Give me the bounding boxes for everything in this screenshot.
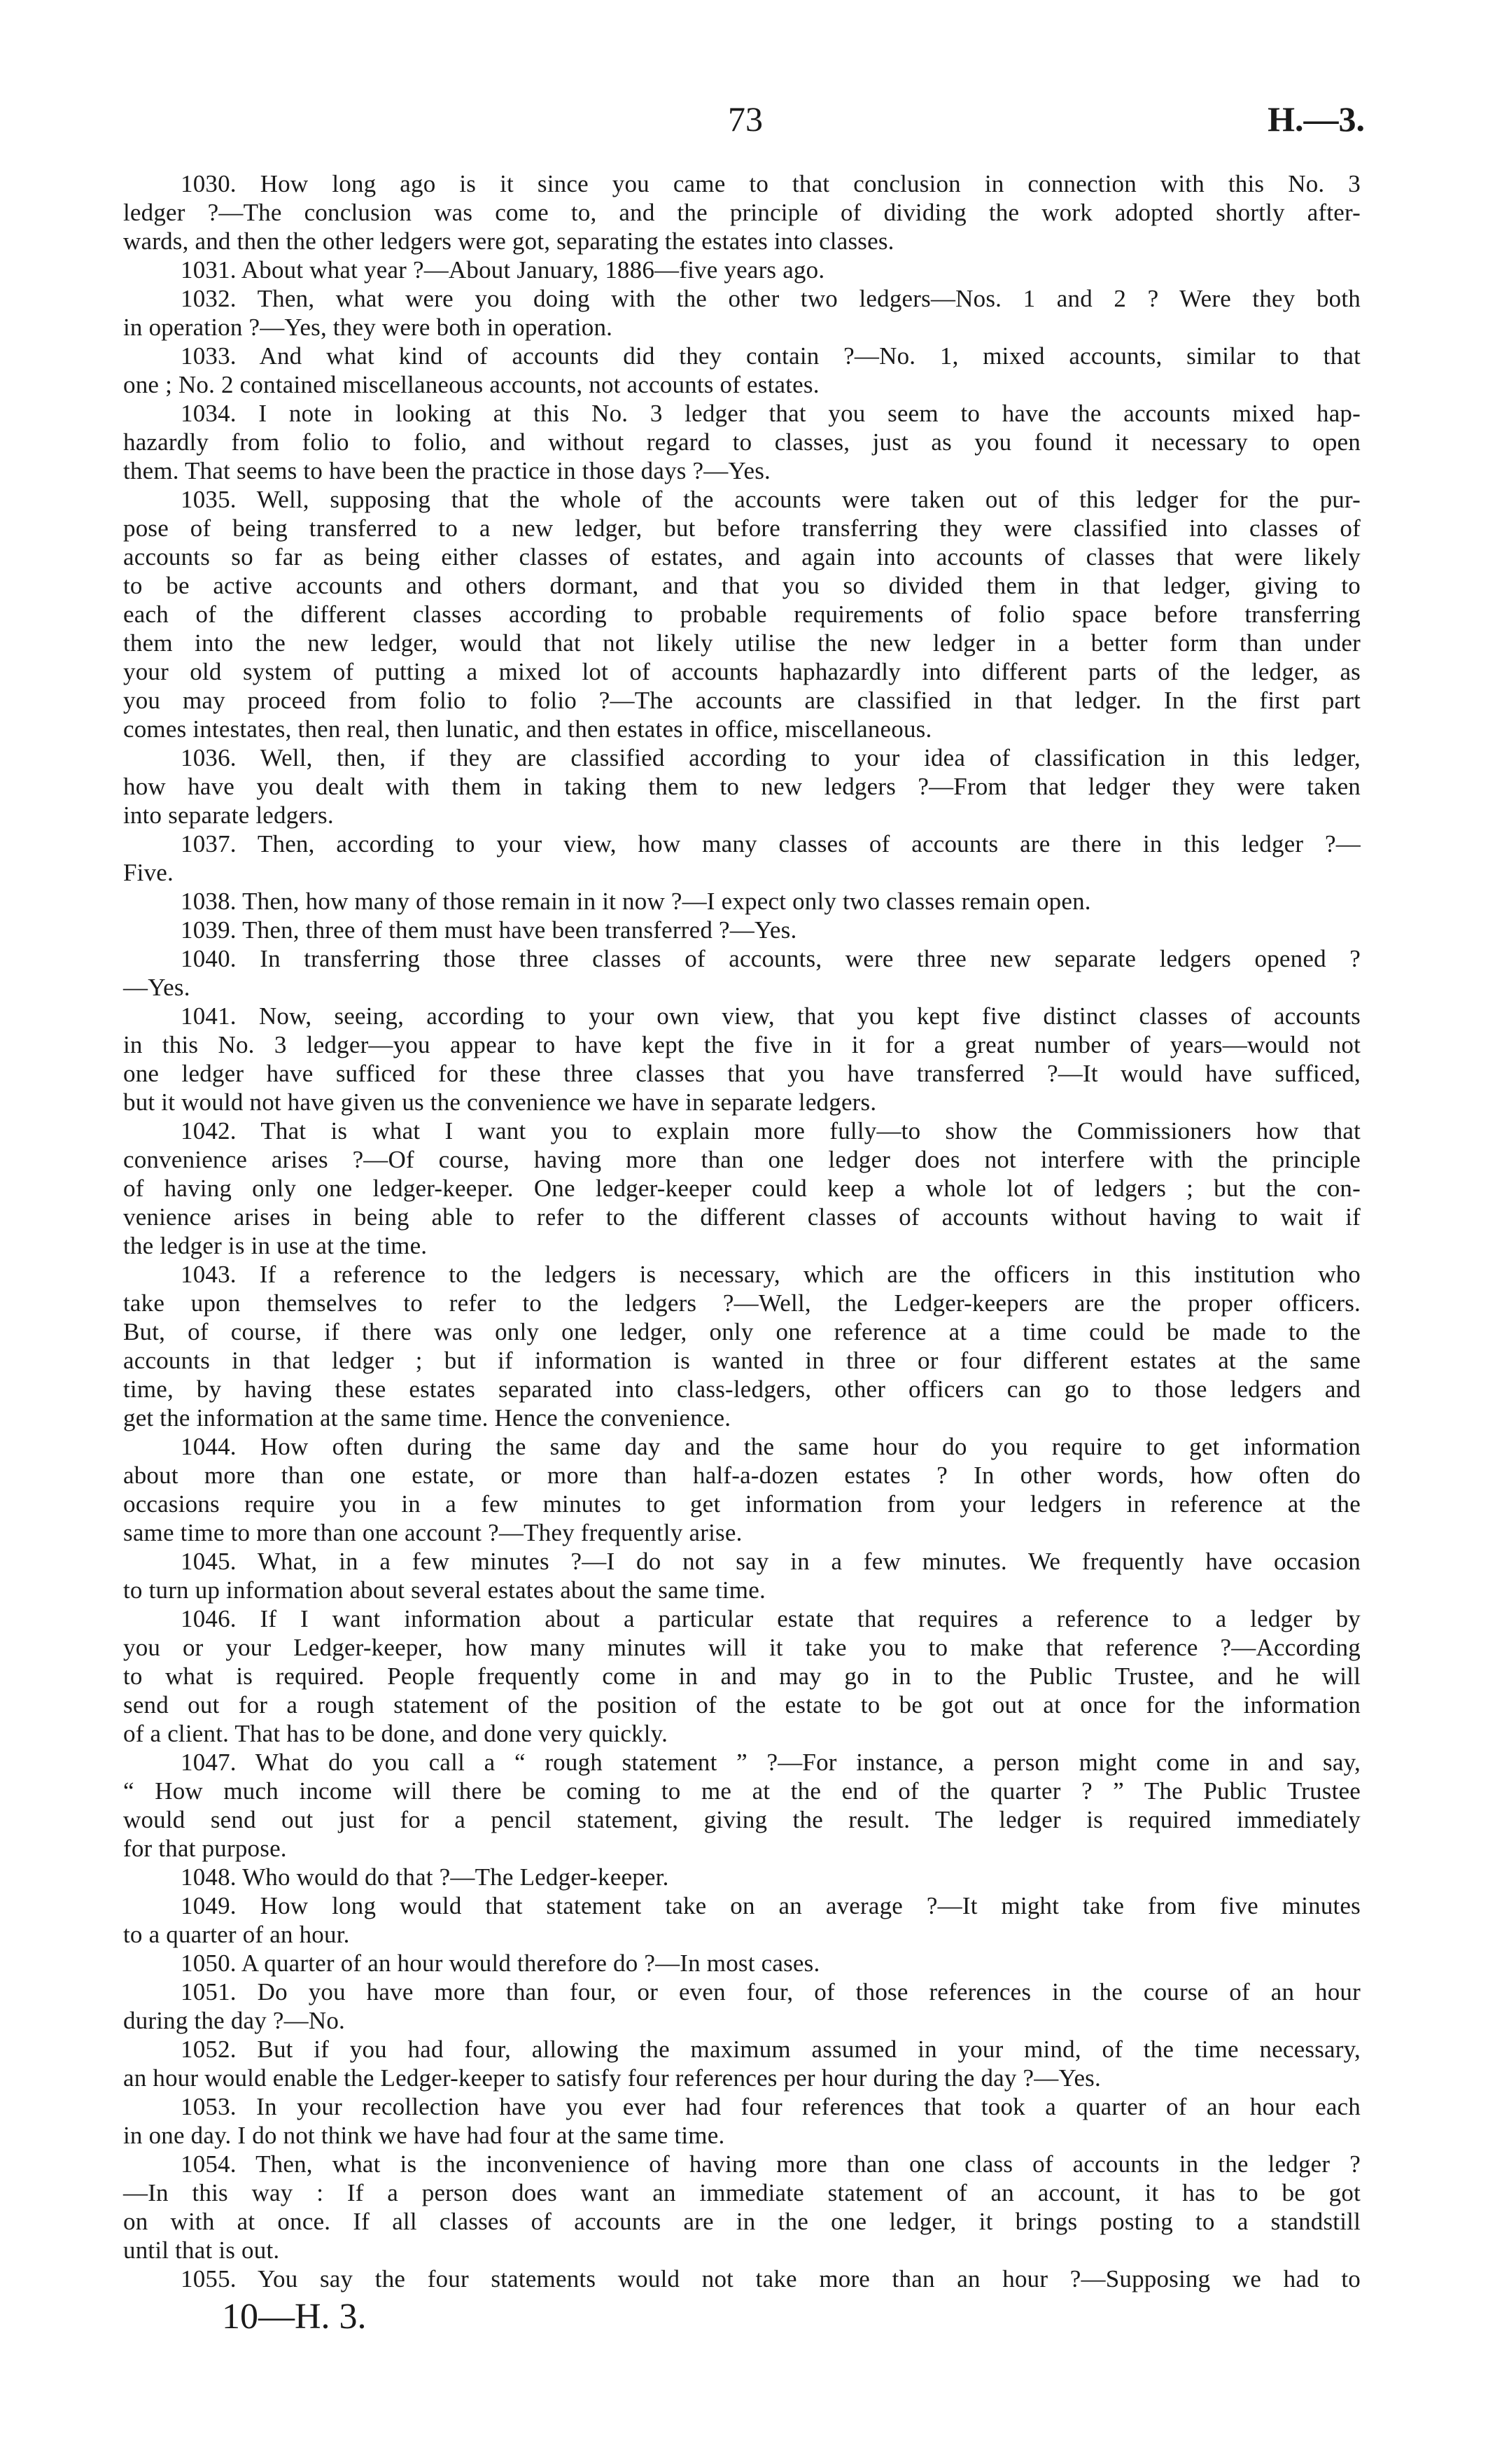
question-answer-paragraph (123, 830, 1361, 887)
text-line: to a quarter of an hour. (123, 1921, 350, 1948)
question-answer-paragraph (123, 485, 1361, 743)
text-line: 1034. I note in looking at this No. 3 ledger that you seem to have the accounts mixed hap- (181, 400, 1361, 427)
question-answer-paragraph (123, 342, 1361, 399)
text-line: 1038. Then, how many of those remain in it now ?—I expect only two classes remain open. (181, 888, 1091, 915)
question-answer-paragraph (123, 1863, 1361, 1891)
text-line: 1040. In transferring those three classes of accounts, were three new separate ledgers opened ? (181, 945, 1361, 972)
text-line: about more than one estate, or more than half-a-dozen estates ? In other words, how often do (123, 1462, 1361, 1489)
question-answer-paragraph (123, 1002, 1361, 1116)
body-text (123, 169, 1361, 2293)
text-line: on with at once. If all classes of accounts are in the one ledger, it brings posting to a standstill (123, 2208, 1361, 2235)
text-line: ledger ?—The conclusion was come to, and the principle of dividing the work adopted shortly after- (123, 199, 1361, 226)
text-line: into separate ledgers. (123, 802, 334, 829)
text-line: would send out just for a pencil statement, giving the result. The ledger is required immediately (123, 1806, 1361, 1833)
text-line: occasions require you in a few minutes to get information from your ledgers in reference at the (123, 1490, 1361, 1518)
text-line: send out for a rough statement of the position of the estate to be got out at once for the information (123, 1691, 1361, 1718)
question-answer-paragraph (123, 1977, 1361, 2035)
text-line: But, of course, if there was only one ledger, only one reference at a time could be made to the (123, 1318, 1361, 1345)
text-line: 1045. What, in a few minutes ?—I do not say in a few minutes. We frequently have occasion (181, 1548, 1361, 1575)
text-line: 1047. What do you call a “ rough statement ” ?—For instance, a person might come in and say, (181, 1749, 1361, 1776)
text-line: to turn up information about several estates about the same time. (123, 1576, 766, 1604)
text-line: 1039. Then, three of them must have been transferred ?—Yes. (181, 916, 797, 944)
question-answer-paragraph (123, 1432, 1361, 1547)
question-answer-paragraph (123, 284, 1361, 342)
question-answer-paragraph (123, 944, 1361, 1002)
text-line: them into the new ledger, would that not likely utilise the new ledger in a better form than under (123, 629, 1361, 657)
text-line: accounts so far as being either classes of estates, and again into accounts of classes that were likely (123, 543, 1361, 570)
text-line: 1052. But if you had four, allowing the maximum assumed in your mind, of the time necessary, (181, 2036, 1361, 2063)
question-answer-paragraph (123, 1748, 1361, 1863)
text-line: your old system of putting a mixed lot of accounts haphazardly into different parts of the ledger, as (123, 658, 1361, 685)
text-line: during the day ?—No. (123, 2007, 345, 2034)
text-line: in operation ?—Yes, they were both in operation. (123, 314, 613, 341)
question-answer-paragraph (123, 2264, 1361, 2293)
text-line: 1037. Then, according to your view, how many classes of accounts are there in this ledger ?— (181, 830, 1361, 858)
text-line: 1033. And what kind of accounts did they contain ?—No. 1, mixed accounts, similar to that (181, 342, 1361, 370)
text-line: accounts in that ledger ; but if information is wanted in three or four different estates at the same (123, 1347, 1361, 1374)
question-answer-paragraph (123, 2150, 1361, 2264)
text-line: hazardly from folio to folio, and without regard to classes, just as you found it necessary to open (123, 428, 1361, 456)
text-line: 1054. Then, what is the inconvenience of having more than one class of accounts in the ledger ? (181, 2150, 1361, 2178)
text-line: get the information at the same time. Hence the convenience. (123, 1404, 731, 1432)
text-line: to what is required. People frequently come in and may go in to the Public Trustee, and he will (123, 1662, 1361, 1690)
question-answer-paragraph (123, 1547, 1361, 1604)
text-line: venience arises in being able to refer to the different classes of accounts without having to wait if (123, 1203, 1361, 1231)
question-answer-paragraph (123, 916, 1361, 944)
text-line: but it would not have given us the convenience we have in separate ledgers. (123, 1088, 877, 1116)
sheet-reference: H.—3. (1268, 99, 1365, 139)
text-line: Five. (123, 859, 174, 886)
text-line: 1051. Do you have more than four, or even four, of those references in the course of an hour (181, 1978, 1361, 2005)
text-line: same time to more than one account ?—They frequently arise. (123, 1519, 743, 1546)
text-line: wards, and then the other ledgers were got, separating the estates into classes. (123, 227, 894, 255)
text-line: in one day. I do not think we have had four at the same time. (123, 2122, 725, 2149)
question-answer-paragraph (123, 1949, 1361, 1977)
text-line: 1042. That is what I want you to explain more fully—to show the Commissioners how that (181, 1117, 1361, 1144)
question-answer-paragraph (123, 255, 1361, 284)
question-answer-paragraph (123, 169, 1361, 255)
text-line: 1049. How long would that statement take on an average ?—It might take from five minutes (181, 1892, 1361, 1919)
text-line: “ How much income will there be coming to me at the end of the quarter ? ” The Public Trustee (123, 1777, 1361, 1805)
text-line: until that is out. (123, 2236, 280, 2264)
text-line: —In this way : If a person does want an immediate statement of an account, it has to be got (123, 2179, 1361, 2206)
page-number: 73 (728, 99, 763, 139)
text-line: an hour would enable the Ledger-keeper to satisfy four references per hour during the day ?—Yes. (123, 2064, 1101, 2092)
text-line: 1031. About what year ?—About January, 1886—five years ago. (181, 256, 825, 284)
text-line: 1053. In your recollection have you ever had four references that took a quarter of an hour each (181, 2093, 1361, 2120)
question-answer-paragraph (123, 1891, 1361, 1949)
text-line: 1036. Well, then, if they are classified according to your idea of classification in this ledger, (181, 744, 1361, 771)
text-line: take upon themselves to refer to the ledgers ?—Well, the Ledger-keepers are the proper officers. (123, 1289, 1361, 1317)
text-line: time, by having these estates separated into class-ledgers, other officers can go to those ledgers and (123, 1376, 1361, 1403)
question-answer-paragraph (123, 887, 1361, 916)
text-line: you may proceed from folio to folio ?—The accounts are classified in that ledger. In the first part (123, 687, 1361, 714)
text-line: them. That seems to have been the practice in those days ?—Yes. (123, 457, 771, 484)
text-line: 1032. Then, what were you doing with the other two ledgers—Nos. 1 and 2 ? Were they both (181, 285, 1361, 312)
question-answer-paragraph (123, 2035, 1361, 2092)
text-line: 1043. If a reference to the ledgers is necessary, which are the officers in this institution who (181, 1261, 1361, 1288)
text-line: 1044. How often during the same day and the same hour do you require to get information (181, 1433, 1361, 1460)
text-line: the ledger is in use at the time. (123, 1232, 428, 1259)
text-line: you or your Ledger-keeper, how many minutes will it take you to make that reference ?—According (123, 1634, 1361, 1661)
text-line: for that purpose. (123, 1835, 287, 1862)
text-line: —Yes. (123, 974, 190, 1001)
text-line: each of the different classes according to probable requirements of folio space before transferring (123, 601, 1361, 628)
question-answer-paragraph (123, 1604, 1361, 1748)
text-line: to be active accounts and others dormant, and that you so divided them in that ledger, giving to (123, 572, 1361, 599)
text-line: of having only one ledger-keeper. One ledger-keeper could keep a whole lot of ledgers ; but the con- (123, 1175, 1361, 1202)
text-line: 1048. Who would do that ?—The Ledger-keeper. (181, 1863, 669, 1891)
text-line: convenience arises ?—Of course, having more than one ledger does not interfere with the principle (123, 1146, 1361, 1173)
question-answer-paragraph (123, 1260, 1361, 1432)
text-line: 1055. You say the four statements would not take more than an hour ?—Supposing we had to (181, 2265, 1361, 2292)
question-answer-paragraph (123, 743, 1361, 830)
question-answer-paragraph (123, 2092, 1361, 2150)
question-answer-paragraph (123, 1116, 1361, 1260)
text-line: how have you dealt with them in taking them to new ledgers ?—From that ledger they were taken (123, 773, 1361, 800)
text-line: comes intestates, then real, then lunatic, and then estates in office, miscellaneous. (123, 715, 932, 743)
text-line: 1046. If I want information about a particular estate that requires a reference to a ledger by (181, 1605, 1361, 1632)
text-line: one ledger have sufficed for these three classes that you have transferred ?—It would have sufficed, (123, 1060, 1361, 1087)
text-line: of a client. That has to be done, and done very quickly. (123, 1720, 668, 1747)
question-answer-paragraph (123, 399, 1361, 485)
text-line: one ; No. 2 contained miscellaneous accounts, not accounts of estates. (123, 371, 820, 398)
text-line: pose of being transferred to a new ledger, but before transferring they were classified into classes of (123, 514, 1361, 542)
text-line: in this No. 3 ledger—you appear to have kept the five in it for a great number of years—would not (123, 1031, 1361, 1058)
text-line: 1035. Well, supposing that the whole of the accounts were taken out of this ledger for the pur- (181, 486, 1361, 513)
text-line: 1030. How long ago is it since you came to that conclusion in connection with this No. 3 (181, 170, 1361, 197)
printer-signature: 10—H. 3. (222, 2297, 367, 2337)
text-line: 1041. Now, seeing, according to your own view, that you kept five distinct classes of accounts (181, 1002, 1361, 1030)
text-line: 1050. A quarter of an hour would therefore do ?—In most cases. (181, 1949, 820, 1977)
